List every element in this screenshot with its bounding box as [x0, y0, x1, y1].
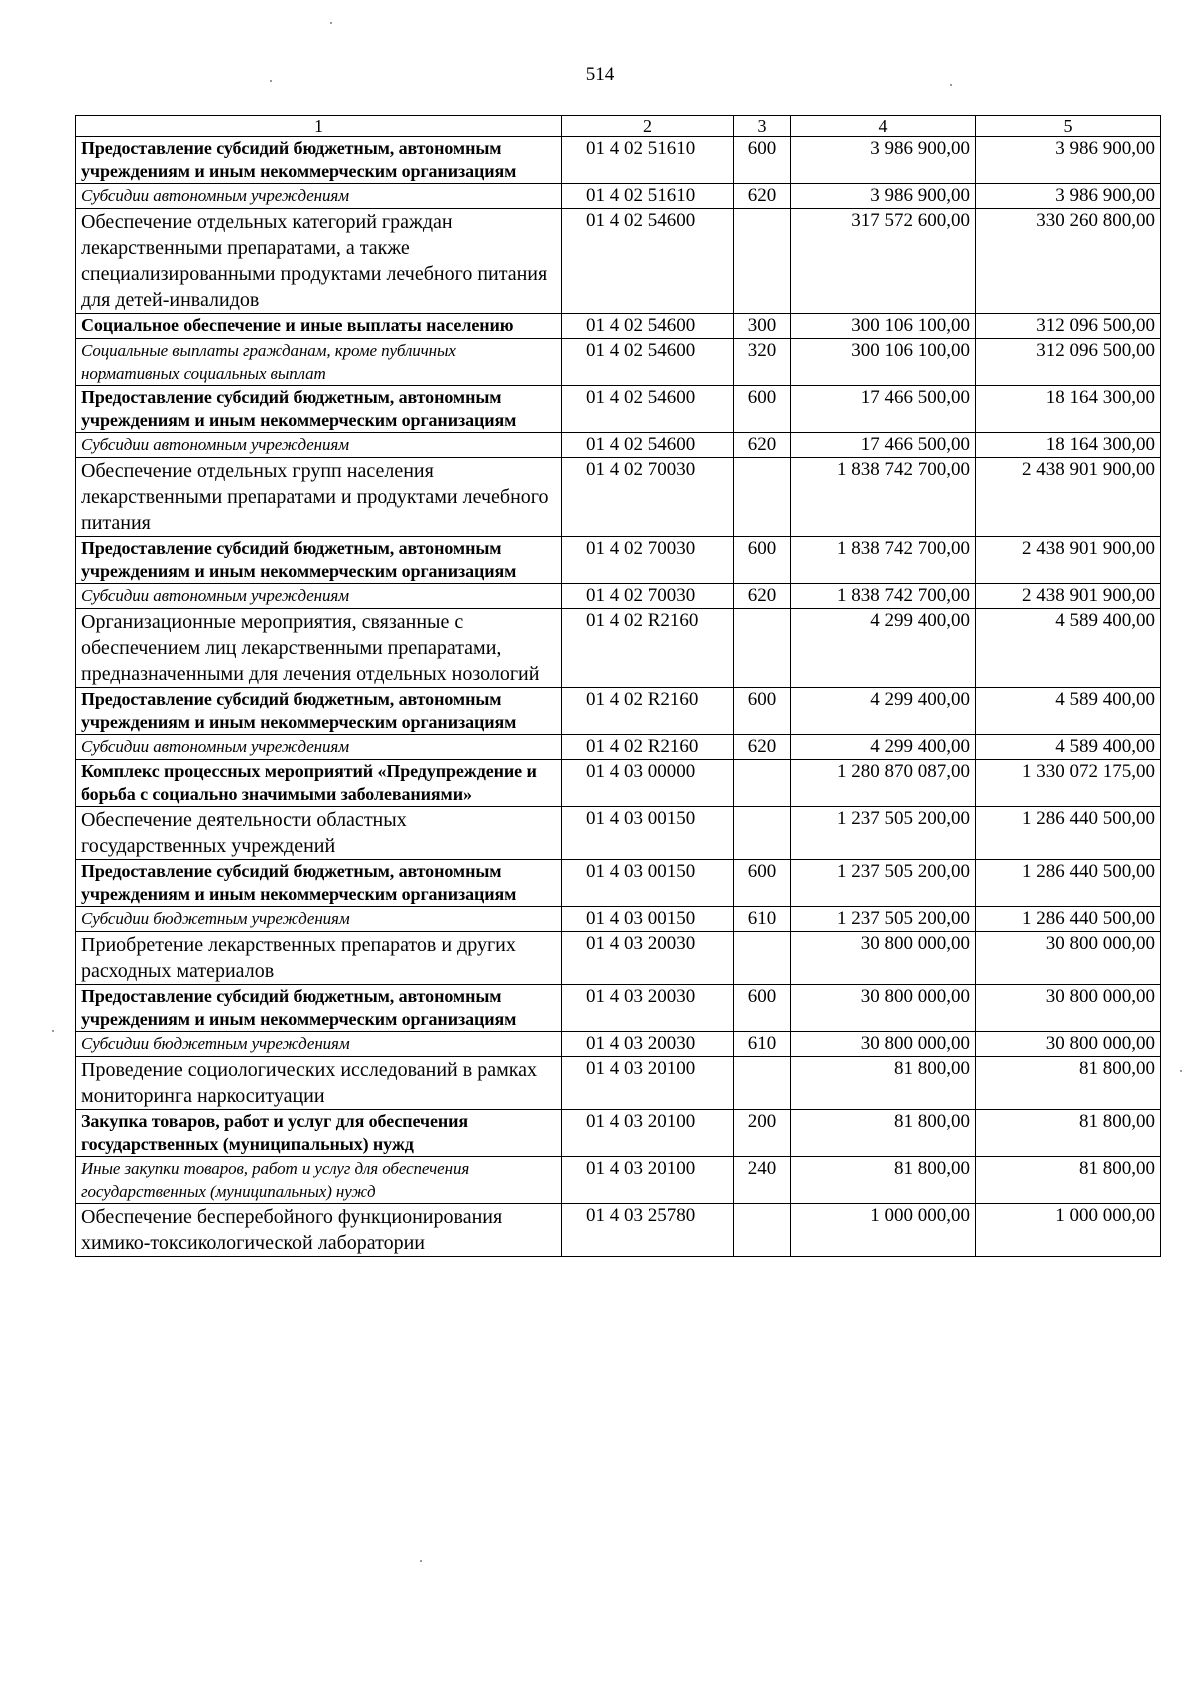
header-col-4: 4 — [791, 116, 976, 137]
cell-code: 01 4 03 20030 — [562, 1032, 734, 1057]
cell-expense-type — [734, 760, 791, 807]
cell-code: 01 4 03 20030 — [562, 985, 734, 1032]
cell-expense-type — [734, 1057, 791, 1110]
table-row — [76, 584, 1161, 609]
table-row — [76, 932, 1161, 985]
header-col-3: 3 — [734, 116, 791, 137]
header-col-1: 1 — [76, 116, 562, 137]
cell-expense-type: 620 — [734, 433, 791, 458]
scan-speck — [950, 84, 952, 86]
cell-sum-year-1: 300 106 100,00 — [791, 314, 976, 339]
cell-code: 01 4 02 70030 — [562, 537, 734, 584]
cell-code: 01 4 02 51610 — [562, 184, 734, 209]
cell-expense-type — [734, 932, 791, 985]
cell-expense-type — [734, 807, 791, 860]
cell-expense-type — [734, 458, 791, 537]
cell-code: 01 4 03 00000 — [562, 760, 734, 807]
cell-sum-year-2: 3 986 900,00 — [976, 137, 1161, 184]
cell-code: 01 4 02 R2160 — [562, 688, 734, 735]
cell-code: 01 4 03 20030 — [562, 932, 734, 985]
cell-expense-type: 600 — [734, 688, 791, 735]
cell-code: 01 4 02 70030 — [562, 458, 734, 537]
cell-expense-type: 620 — [734, 584, 791, 609]
cell-sum-year-2: 30 800 000,00 — [976, 985, 1161, 1032]
cell-expense-type: 600 — [734, 537, 791, 584]
cell-sum-year-1: 3 986 900,00 — [791, 137, 976, 184]
cell-name: Проведение социологических исследований в рамках мониторинга наркоситуации — [76, 1057, 562, 1110]
cell-name: Предоставление субсидий бюджетным, автономным учреждениям и иным некоммерческим организациям — [76, 137, 562, 184]
cell-expense-type: 300 — [734, 314, 791, 339]
cell-code: 01 4 02 51610 — [562, 137, 734, 184]
cell-expense-type: 620 — [734, 735, 791, 760]
cell-code: 01 4 03 00150 — [562, 860, 734, 907]
table-row — [76, 1110, 1161, 1157]
page-number: 514 — [585, 64, 615, 85]
cell-sum-year-1: 17 466 500,00 — [791, 433, 976, 458]
cell-expense-type: 620 — [734, 184, 791, 209]
cell-expense-type: 320 — [734, 339, 791, 386]
cell-name: Субсидии автономным учреждениям — [76, 584, 562, 609]
cell-sum-year-2: 1 286 440 500,00 — [976, 907, 1161, 932]
cell-sum-year-2: 1 286 440 500,00 — [976, 807, 1161, 860]
cell-sum-year-1: 1 237 505 200,00 — [791, 807, 976, 860]
cell-name: Предоставление субсидий бюджетным, автономным учреждениям и иным некоммерческим организациям — [76, 537, 562, 584]
cell-code: 01 4 02 54600 — [562, 209, 734, 314]
cell-sum-year-2: 2 438 901 900,00 — [976, 537, 1161, 584]
table-row — [76, 1204, 1161, 1257]
budget-table — [75, 115, 1161, 1257]
cell-sum-year-1: 1 280 870 087,00 — [791, 760, 976, 807]
table-row — [76, 985, 1161, 1032]
header-col-5: 5 — [976, 116, 1161, 137]
cell-sum-year-1: 1 838 742 700,00 — [791, 537, 976, 584]
scan-speck — [270, 80, 272, 82]
cell-code: 01 4 03 25780 — [562, 1204, 734, 1257]
cell-sum-year-2: 2 438 901 900,00 — [976, 458, 1161, 537]
table-row — [76, 433, 1161, 458]
table-row — [76, 688, 1161, 735]
cell-code: 01 4 03 00150 — [562, 907, 734, 932]
cell-expense-type: 600 — [734, 985, 791, 1032]
cell-sum-year-2: 30 800 000,00 — [976, 1032, 1161, 1057]
cell-sum-year-2: 18 164 300,00 — [976, 386, 1161, 433]
table-row — [76, 386, 1161, 433]
cell-code: 01 4 03 20100 — [562, 1057, 734, 1110]
cell-sum-year-1: 1 838 742 700,00 — [791, 584, 976, 609]
table-row — [76, 1032, 1161, 1057]
cell-sum-year-1: 4 299 400,00 — [791, 609, 976, 688]
cell-expense-type — [734, 609, 791, 688]
cell-name: Субсидии автономным учреждениям — [76, 735, 562, 760]
cell-expense-type — [734, 209, 791, 314]
cell-sum-year-1: 1 237 505 200,00 — [791, 860, 976, 907]
cell-code: 01 4 03 20100 — [562, 1157, 734, 1204]
cell-code: 01 4 03 00150 — [562, 807, 734, 860]
cell-sum-year-1: 17 466 500,00 — [791, 386, 976, 433]
cell-name: Субсидии бюджетным учреждениям — [76, 907, 562, 932]
cell-sum-year-2: 2 438 901 900,00 — [976, 584, 1161, 609]
cell-expense-type: 240 — [734, 1157, 791, 1204]
cell-expense-type: 610 — [734, 907, 791, 932]
table-row — [76, 137, 1161, 184]
cell-sum-year-1: 317 572 600,00 — [791, 209, 976, 314]
cell-name: Иные закупки товаров, работ и услуг для обеспечения государственных (муниципальных) нужд — [76, 1157, 562, 1204]
cell-name: Обеспечение бесперебойного функционирования химико-токсикологической лаборатории — [76, 1204, 562, 1257]
cell-name: Обеспечение отдельных категорий граждан лекарственными препаратами, а также специализированными продуктами лечебного питания для детей-инвалидов — [76, 209, 562, 314]
cell-name: Комплекс процессных мероприятий «Предупреждение и борьба с социально значимыми заболеваниями» — [76, 760, 562, 807]
cell-expense-type: 600 — [734, 137, 791, 184]
table-row — [76, 735, 1161, 760]
cell-sum-year-2: 30 800 000,00 — [976, 932, 1161, 985]
cell-sum-year-2: 81 800,00 — [976, 1057, 1161, 1110]
cell-name: Предоставление субсидий бюджетным, автономным учреждениям и иным некоммерческим организациям — [76, 860, 562, 907]
cell-name: Предоставление субсидий бюджетным, автономным учреждениям и иным некоммерческим организациям — [76, 386, 562, 433]
cell-sum-year-1: 30 800 000,00 — [791, 932, 976, 985]
table-row — [76, 209, 1161, 314]
cell-sum-year-2: 1 330 072 175,00 — [976, 760, 1161, 807]
cell-expense-type: 600 — [734, 860, 791, 907]
cell-expense-type — [734, 1204, 791, 1257]
scan-speck — [1180, 1070, 1182, 1072]
table-row — [76, 860, 1161, 907]
cell-sum-year-1: 30 800 000,00 — [791, 985, 976, 1032]
scan-speck — [52, 1030, 54, 1032]
table-row — [76, 184, 1161, 209]
cell-sum-year-1: 3 986 900,00 — [791, 184, 976, 209]
cell-expense-type: 600 — [734, 386, 791, 433]
cell-sum-year-1: 1 000 000,00 — [791, 1204, 976, 1257]
cell-name: Обеспечение отдельных групп населения лекарственными препаратами и продуктами лечебного питания — [76, 458, 562, 537]
cell-sum-year-1: 1 838 742 700,00 — [791, 458, 976, 537]
scan-speck — [420, 1560, 422, 1562]
cell-code: 01 4 02 R2160 — [562, 735, 734, 760]
cell-name: Обеспечение деятельности областных государственных учреждений — [76, 807, 562, 860]
scan-speck — [330, 22, 332, 24]
cell-name: Закупка товаров, работ и услуг для обеспечения государственных (муниципальных) нужд — [76, 1110, 562, 1157]
table-row — [76, 1157, 1161, 1204]
cell-sum-year-1: 30 800 000,00 — [791, 1032, 976, 1057]
table-row — [76, 339, 1161, 386]
cell-sum-year-2: 81 800,00 — [976, 1110, 1161, 1157]
cell-sum-year-2: 4 589 400,00 — [976, 609, 1161, 688]
cell-sum-year-2: 4 589 400,00 — [976, 735, 1161, 760]
cell-sum-year-2: 4 589 400,00 — [976, 688, 1161, 735]
table-row — [76, 807, 1161, 860]
cell-name: Субсидии автономным учреждениям — [76, 433, 562, 458]
cell-name: Предоставление субсидий бюджетным, автономным учреждениям и иным некоммерческим организациям — [76, 688, 562, 735]
cell-sum-year-1: 300 106 100,00 — [791, 339, 976, 386]
cell-name: Социальные выплаты гражданам, кроме публичных нормативных социальных выплат — [76, 339, 562, 386]
cell-sum-year-2: 1 000 000,00 — [976, 1204, 1161, 1257]
cell-code: 01 4 02 R2160 — [562, 609, 734, 688]
header-col-2: 2 — [562, 116, 734, 137]
cell-name: Организационные мероприятия, связанные с обеспечением лиц лекарственными препаратами, предназначенными для лечения отдельных нозологий — [76, 609, 562, 688]
cell-sum-year-2: 312 096 500,00 — [976, 339, 1161, 386]
cell-expense-type: 200 — [734, 1110, 791, 1157]
table-header-row — [76, 116, 1161, 137]
cell-expense-type: 610 — [734, 1032, 791, 1057]
budget-table-body — [76, 116, 1161, 1257]
cell-code: 01 4 02 54600 — [562, 339, 734, 386]
table-row — [76, 458, 1161, 537]
cell-sum-year-2: 18 164 300,00 — [976, 433, 1161, 458]
table-row — [76, 907, 1161, 932]
cell-sum-year-1: 4 299 400,00 — [791, 735, 976, 760]
cell-sum-year-2: 330 260 800,00 — [976, 209, 1161, 314]
table-row — [76, 537, 1161, 584]
table-row — [76, 609, 1161, 688]
table-row — [76, 1057, 1161, 1110]
cell-name: Субсидии автономным учреждениям — [76, 184, 562, 209]
cell-sum-year-2: 312 096 500,00 — [976, 314, 1161, 339]
cell-code: 01 4 02 54600 — [562, 433, 734, 458]
cell-sum-year-1: 1 237 505 200,00 — [791, 907, 976, 932]
cell-name: Субсидии бюджетным учреждениям — [76, 1032, 562, 1057]
cell-name: Социальное обеспечение и иные выплаты населению — [76, 314, 562, 339]
cell-sum-year-1: 81 800,00 — [791, 1057, 976, 1110]
cell-sum-year-2: 3 986 900,00 — [976, 184, 1161, 209]
cell-code: 01 4 02 54600 — [562, 386, 734, 433]
cell-sum-year-1: 4 299 400,00 — [791, 688, 976, 735]
cell-code: 01 4 02 70030 — [562, 584, 734, 609]
table-row — [76, 314, 1161, 339]
cell-sum-year-1: 81 800,00 — [791, 1110, 976, 1157]
table-row — [76, 760, 1161, 807]
cell-code: 01 4 03 20100 — [562, 1110, 734, 1157]
cell-sum-year-1: 81 800,00 — [791, 1157, 976, 1204]
cell-name: Приобретение лекарственных препаратов и других расходных материалов — [76, 932, 562, 985]
cell-sum-year-2: 1 286 440 500,00 — [976, 860, 1161, 907]
cell-sum-year-2: 81 800,00 — [976, 1157, 1161, 1204]
cell-name: Предоставление субсидий бюджетным, автономным учреждениям и иным некоммерческим организациям — [76, 985, 562, 1032]
cell-code: 01 4 02 54600 — [562, 314, 734, 339]
